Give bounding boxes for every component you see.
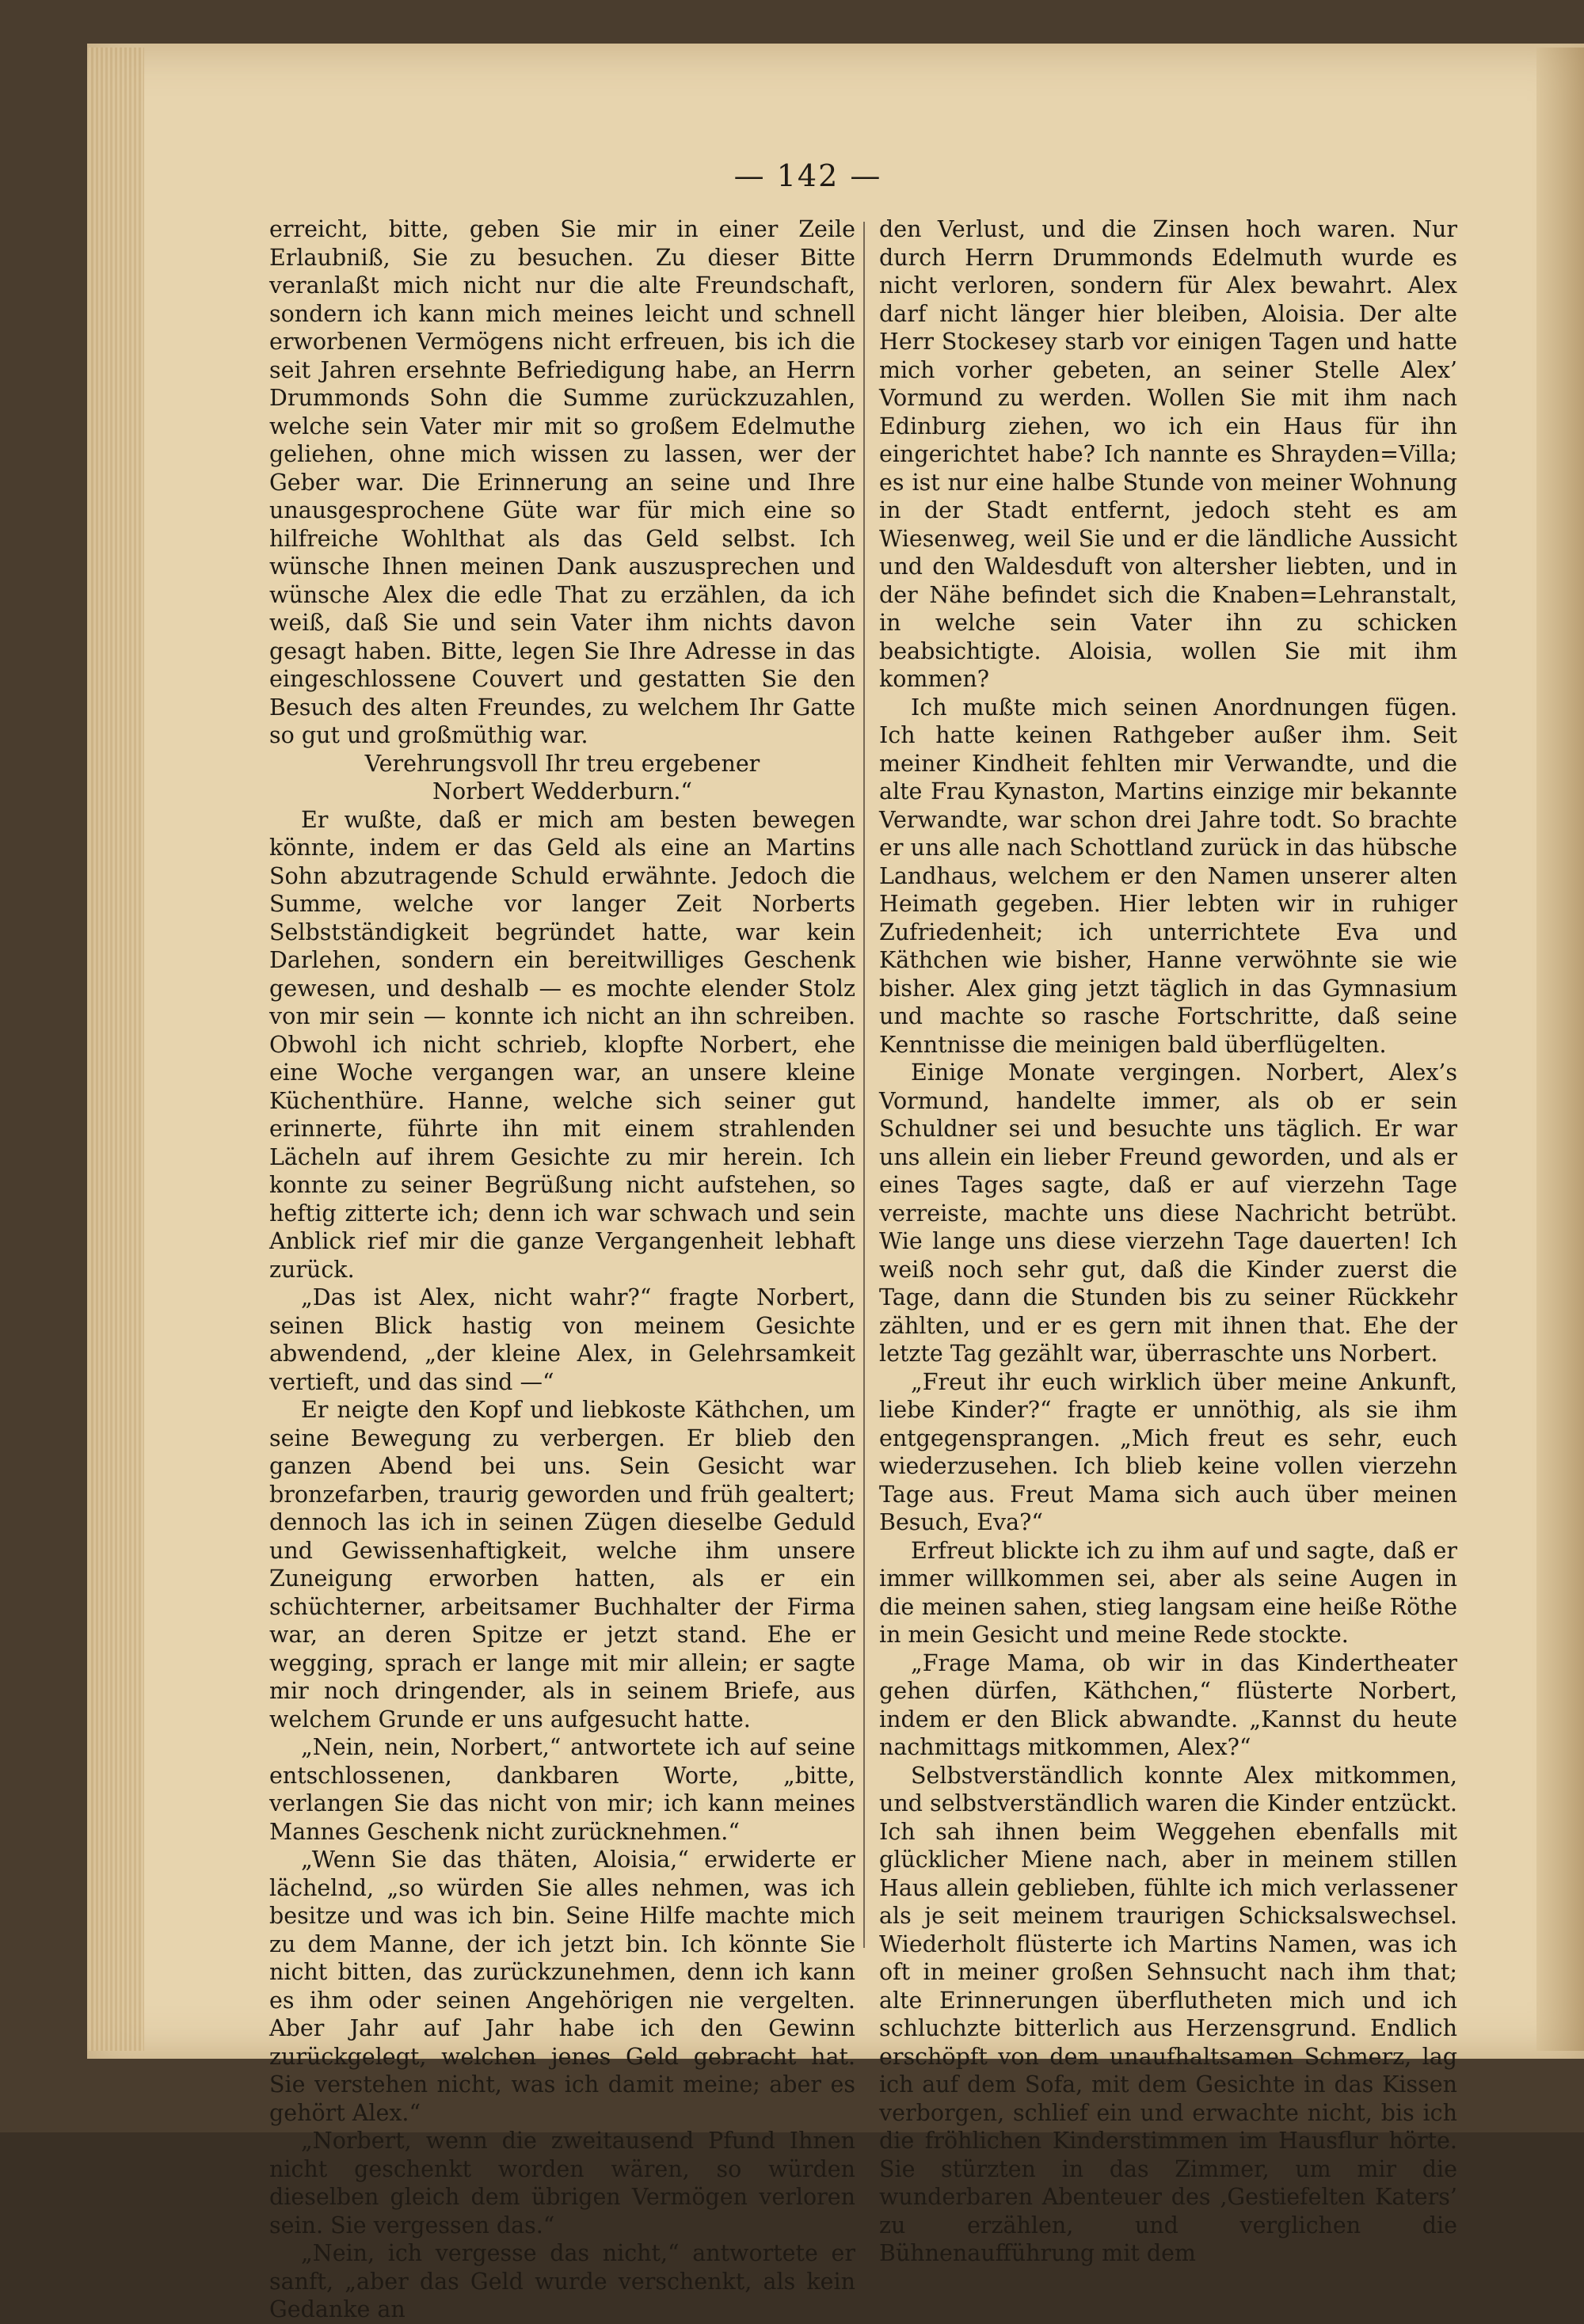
paragraph: „Nein, ich vergesse das nicht,“ antwortete er sanft, „aber das Geld wurde verschenkt, als kein Gedanke an <box>269 2240 855 2322</box>
paragraph: Er wußte, daß er mich am besten bewegen könnte, indem er das Geld als eine an Martins Sohn abzutragende Schuld erwähnte. Jedoch die Summe, welche vor langer Zeit Norberts Selbstständigkeit begründet hatte, war kein Darlehen, sondern ein bereitwilliges Geschenk gewesen, und deshalb — es mochte elender Stolz von mir sein — konnte ich nicht an ihn schreiben. Obwohl ich nicht schrieb, klopfte Norbert, ehe eine Woche vergangen war, an unsere kleine Küchenthüre. Hanne, welche sich seiner gut erinnerte, führte ihn mit einem strahlenden Lächeln auf ihrem Gesichte zu mir herein. Ich konnte zu seiner Begrüßung nicht aufstehen, so heftig zitterte ich; denn ich war schwach und sein Anblick rief mir die ganze Vergangenheit lebhaft zurück. <box>269 806 855 1283</box>
paragraph: „Nein, nein, Norbert,“ antwortete ich auf seine entschlossenen, dankbaren Worte, „bitte, verlangen Sie das nicht von mir; ich kann meines Mannes Geschenk nicht zurücknehmen.“ <box>269 1734 855 1845</box>
page-edge-right <box>1536 48 1584 2051</box>
paragraph: „Frage Mama, ob wir in das Kindertheater gehen dürfen, Käthchen,“ flüsterte Norbert, indem er den Blick abwandte. „Kannst du heute nachmittags mitkommen, Alex?“ <box>879 1649 1457 1760</box>
paragraph: Er neigte den Kopf und liebkoste Käthchen, um seine Bewegung zu verbergen. Er blieb den ganzen Abend bei uns. Sein Gesicht war bronzefarben, traurig geworden und früh gealtert; dennoch las ich in seinen Zügen dieselbe Geduld und Gewissenhaftigkeit, welche ihm unsere Zuneigung erworben hatten, als er ein schüchterner, arbeitsamer Buchhalter der Firma war, an deren Spitze er jetzt stand. Ehe er wegging, sprach er lange mit mir allein; er sagte mir noch dringender, als in seinem Briefe, aus welchem Grunde er uns aufgesucht hatte. <box>269 1397 855 1733</box>
paragraph: Ich mußte mich seinen Anordnungen fügen. Ich hatte keinen Rathgeber außer ihm. Seit meiner Kindheit fehlten mir Verwandte, und die alte Frau Kynaston, Martins einzige mir bekannte Verwandte, war schon drei Jahre todt. So brachte er uns alle nach Schottland zurück in das hübsche Landhaus, welchem er den Namen unserer alten Heimath gegeben. Hier lebten wir in ruhiger Zufriedenheit; ich unterrichtete Eva und Käthchen wie bisher, Hanne verwöhnte sie wie bisher. Alex ging jetzt täglich in das Gymnasium und machte so rasche Fortschritte, daß seine Kenntnisse die meinigen bald überflügelten. <box>879 694 1457 1058</box>
paragraph: „Freut ihr euch wirklich über meine Ankunft, liebe Kinder?“ fragte er unnöthig, als sie ihm entgegensprangen. „Mich freut es sehr, euch wiederzusehen. Ich blieb keine vollen vierzehn Tage aus. Freut Mama sich auch über meinen Besuch, Eva?“ <box>879 1368 1457 1535</box>
left-column <box>269 215 855 2324</box>
paragraph: Einige Monate vergingen. Norbert, Alex’s Vormund, handelte immer, als ob er sein Schuldner sei und besuchte uns täglich. Er war uns allein ein lieber Freund geworden, und als er eines Tages sagte, daß er auf vierzehn Tage verreiste, machte uns diese Nachricht betrübt. Wie lange uns diese vierzehn Tage dauerten! Ich weiß noch sehr gut, daß die Kinder zuerst die Tage, dann die Stunden bis zu seiner Rückkehr zählten, und er es gern mit ihnen that. Ehe der letzte Tag gezählt war, überraschte uns Norbert. <box>879 1059 1457 1367</box>
right-column <box>879 215 1457 2268</box>
paragraph: erreicht, bitte, geben Sie mir in einer Zeile Erlaubniß, Sie zu besuchen. Zu dieser Bitte veranlaßt mich nicht nur die alte Freundschaft, sondern ich kann mich meines leicht und schnell erworbenen Vermögens nicht erfreuen, bis ich die seit Jahren ersehnte Befriedigung habe, an Herrn Drummonds Sohn die Summe zurückzuzahlen, welche sein Vater mir mit so großem Edelmuthe geliehen, ohne mich wissen zu lassen, wer der Geber war. Die Erinnerung an seine und Ihre unausgesprochene Güte war für mich eine so hilfreiche Wohlthat als das Geld selbst. Ich wünsche Ihnen meinen Dank auszusprechen und wünsche Alex die edle That zu erzählen, da ich weiß, daß Sie und sein Vater ihm nichts davon gesagt haben. Bitte, legen Sie Ihre Adresse in das eingeschlossene Couvert und gestatten Sie den Besuch des alten Freundes, zu welchem Ihr Gatte so gut und großmüthig war. <box>269 216 855 748</box>
paragraph: den Verlust, und die Zinsen hoch waren. Nur durch Herrn Drummonds Edelmuth wurde es nicht verloren, sondern für Alex bewahrt. Alex darf nicht länger hier bleiben, Aloisia. Der alte Herr Stockesey starb vor einigen Tagen und hatte mich vorher gebeten, an seiner Stelle Alex’ Vormund zu werden. Wollen Sie mit ihm nach Edinburg ziehen, wo ich ein Haus für ihn eingerichtet habe? Ich nannte es Shrayden=Villa; es ist nur eine halbe Stunde von meiner Wohnung in der Stadt entfernt, jedoch steht es am Wiesenweg, weil Sie und er die ländliche Aussicht und den Waldesduft von altersher liebten, und in der Nähe befindet sich die Knaben=Lehranstalt, in welche sein Vater ihn zu schicken beabsichtigte. Aloisia, wollen Sie mit ihm kommen? <box>879 216 1457 692</box>
paragraph: „Norbert, wenn die zweitausend Pfund Ihnen nicht geschenkt worden wären, so würden dieselben gleich dem übrigen Vermögen verloren sein. Sie vergessen das.“ <box>269 2128 855 2238</box>
paragraph: Erfreut blickte ich zu ihm auf und sagte, daß er immer willkommen sei, aber als seine Augen in die meinen sahen, stieg langsam eine heiße Röthe in mein Gesicht und meine Rede stockte. <box>879 1537 1457 1648</box>
column-divider <box>863 222 865 1948</box>
letter-closing: Verehrungsvoll Ihr treu ergebener <box>364 750 760 777</box>
paragraph: „Das ist Alex, nicht wahr?“ fragte Norbert, seinen Blick hastig von meinem Gesichte abwendend, „der kleine Alex, in Gelehrsamkeit vertieft, und das sind —“ <box>269 1284 855 1395</box>
paragraph: Selbstverständlich konnte Alex mitkommen, und selbstverständlich waren die Kinder entzückt. Ich sah ihnen beim Weggehen ebenfalls mit glücklicher Miene nach, aber in meinem stillen Haus allein geblieben, fühlte ich mich verlassener als je seit meinem traurigen Schicksalswechsel. Wiederholt flüsterte ich Martins Namen, was ich oft in meiner großen Sehnsucht nach ihm that; alte Erinnerungen überflutheten mich und ich schluchzte bitterlich aus Herzensgrund. Endlich erschöpft von dem unaufhaltsamen Schmerz, lag ich auf dem Sofa, mit dem Gesichte in das Kissen verborgen, schlief ein und erwachte nicht, bis ich die fröhlichen Kinderstimmen im Hausflur hörte. Sie stürzten in das Zimmer, um mir die wunderbaren Abenteuer des ‚Gestiefelten Katers’ zu erzählen, und verglichen die Bühnenaufführung mit dem <box>879 1762 1457 2266</box>
letter-signature: Norbert Wedderburn.“ <box>432 778 692 804</box>
paragraph: „Wenn Sie das thäten, Aloisia,“ erwiderte er lächelnd, „so würden Sie alles nehmen, was ich besitze und was ich bin. Seine Hilfe machte mich zu dem Manne, der ich jetzt bin. Ich könnte Sie nicht bitten, das zurückzunehmen, denn ich kann es ihm oder seinen Angehörigen nie vergelten. Aber Jahr auf Jahr habe ich den Gewinn zurückgelegt, welchen jenes Geld gebracht hat. Sie verstehen nicht, was ich damit meine; aber es gehört Alex.“ <box>269 1847 855 2126</box>
page-stack-edge-left <box>89 48 144 2051</box>
page-number: — 142 — <box>733 158 882 193</box>
